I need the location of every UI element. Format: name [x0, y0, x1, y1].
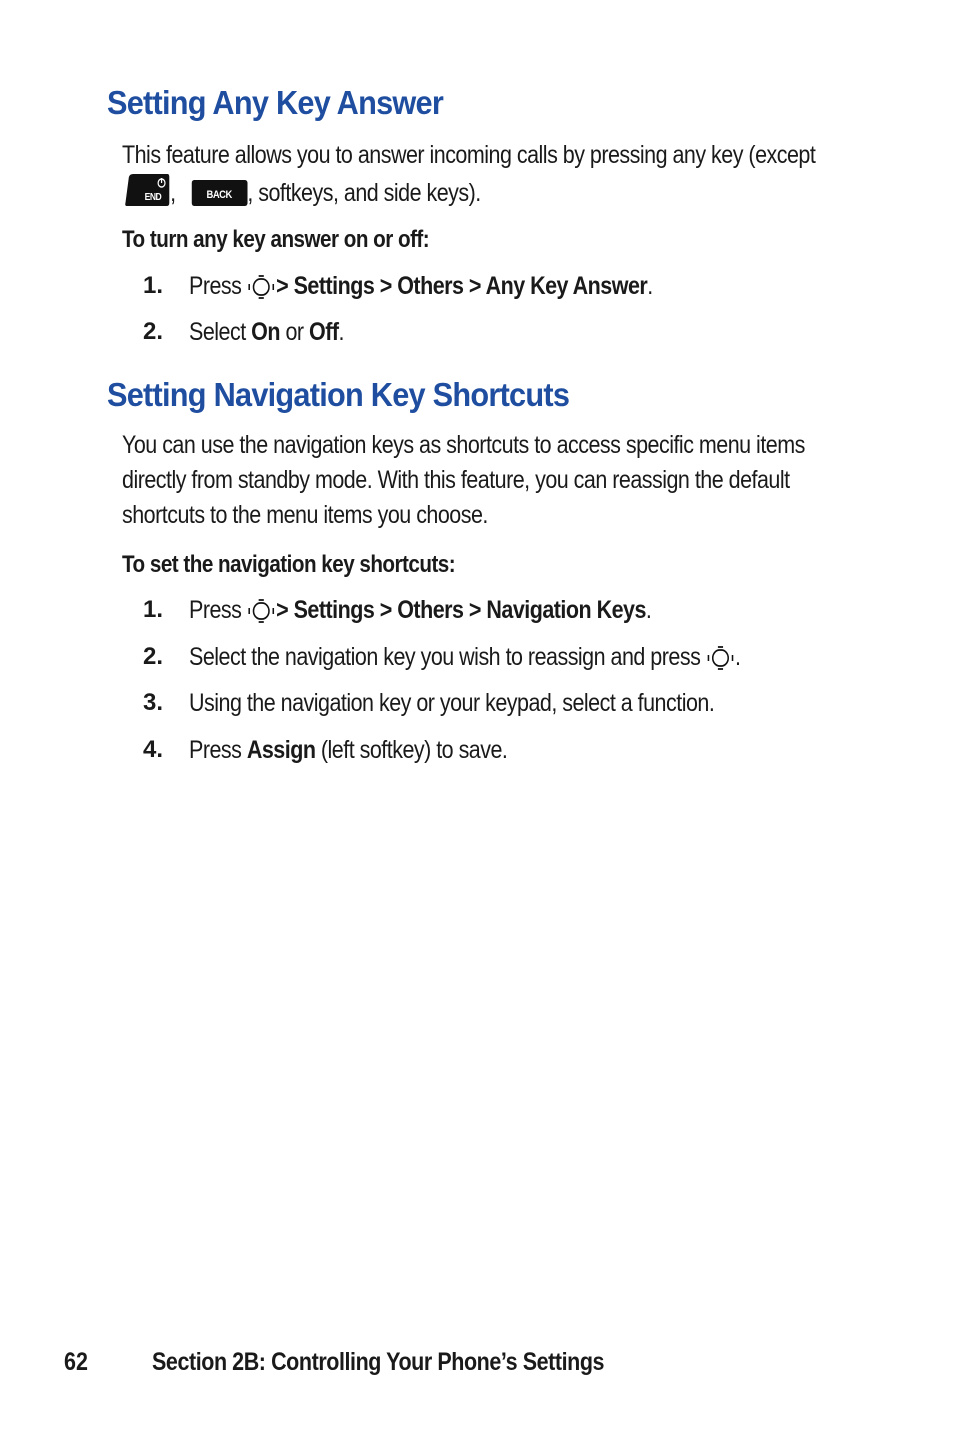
step-pre: Select: [189, 318, 246, 346]
step-post: .: [647, 272, 653, 300]
step-pre: Press: [189, 272, 242, 300]
step-number: 1.: [143, 272, 164, 299]
back-key-label: BACK: [206, 189, 232, 202]
page-number: 62: [64, 1348, 88, 1376]
subheading-any-key: To turn any key answer on or off:: [122, 226, 430, 253]
menu-path: > Settings > Others > Any Key Answer: [276, 272, 648, 300]
intro-line-2: directly from standby mode. With this feature, you can reassign the default: [122, 466, 790, 494]
step-pre: Press: [189, 736, 242, 764]
step-mid: or: [285, 318, 304, 346]
section-intro: [122, 138, 879, 211]
step-post: .: [338, 318, 344, 346]
step-body: Select the navigation key you wish to reassign and press: [189, 643, 701, 671]
step-post: .: [735, 643, 741, 671]
intro-line-3: shortcuts to the menu items you choose.: [122, 501, 488, 529]
intro-line-2: [122, 173, 879, 211]
menu-ok-key-icon: [247, 275, 276, 299]
menu-ok-key-icon: [247, 599, 276, 623]
step-number: 3.: [143, 689, 164, 716]
intro-comma: ,: [170, 179, 176, 207]
end-key-icon: [122, 173, 170, 207]
step-text: [189, 596, 651, 625]
step-text: [189, 318, 344, 347]
option-on: On: [251, 318, 280, 346]
back-key-icon: [191, 179, 247, 207]
footer-section-title: Section 2B: Controlling Your Phone’s Settings: [152, 1348, 605, 1376]
intro-line-1: This feature allows you to answer incoming calls by pressing any key (except: [122, 141, 816, 169]
option-off: Off: [308, 318, 339, 346]
step-text: [189, 272, 653, 301]
step-number: 1.: [143, 596, 164, 623]
step-pre: Press: [189, 596, 242, 624]
step-post: (left softkey) to save.: [320, 736, 508, 764]
end-key-label: END: [144, 191, 162, 203]
step-text: [189, 643, 740, 672]
assign-softkey-label: Assign: [246, 736, 316, 764]
step-number: 2.: [143, 643, 164, 670]
step-number: 2.: [143, 318, 164, 345]
section-intro-navigation: [122, 428, 879, 533]
step-text: [189, 736, 507, 765]
step-text: Using the navigation key or your keypad, select a function.: [189, 689, 715, 717]
section-heading-any-key-answer: Setting Any Key Answer: [107, 84, 444, 121]
menu-path: > Settings > Others > Navigation Keys: [276, 596, 646, 624]
step-post: .: [645, 596, 652, 624]
step-number: 4.: [143, 736, 164, 763]
intro-line-2-text: , softkeys, and side keys).: [247, 179, 481, 207]
menu-ok-key-icon: [706, 646, 735, 670]
intro-line-1: You can use the navigation keys as shortcuts to access specific menu items: [122, 431, 805, 459]
section-heading-navigation-shortcuts: Setting Navigation Key Shortcuts: [107, 376, 570, 413]
subheading-navigation: To set the navigation key shortcuts:: [122, 551, 456, 578]
